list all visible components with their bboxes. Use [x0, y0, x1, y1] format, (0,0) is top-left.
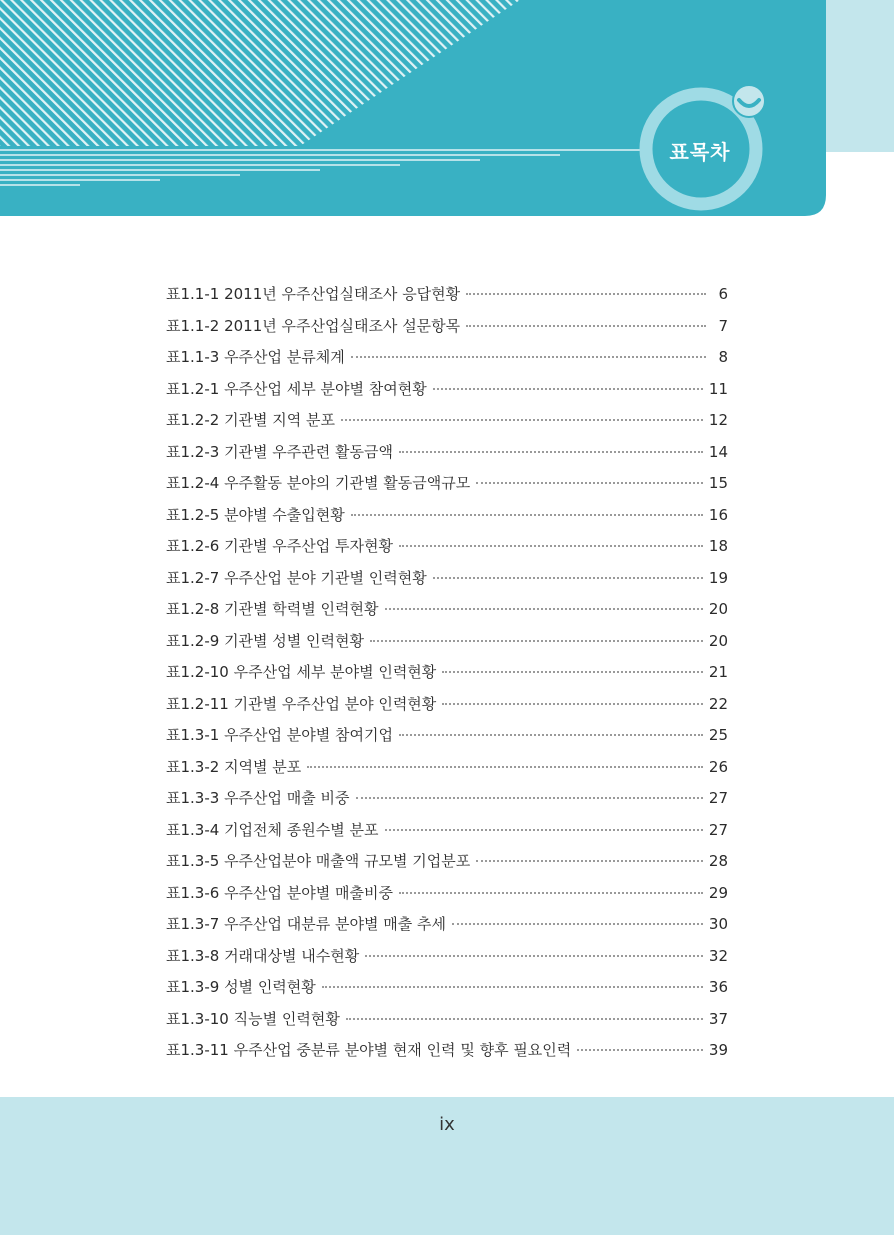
toc-entry-page: 22 [708, 694, 728, 713]
dot-leader [466, 292, 706, 295]
toc-entry[interactable] [166, 342, 728, 374]
toc-entry-label: 표1.2-7 우주산업 분야 기관별 인력현황 [166, 568, 427, 587]
toc-entry-label: 표1.1-3 우주산업 분류체계 [166, 348, 345, 366]
dot-leader [356, 796, 703, 799]
toc-entry-page: 36 [708, 978, 728, 996]
toc-entry-page: 18 [708, 537, 728, 555]
toc-entry[interactable] [166, 500, 728, 532]
dot-leader [351, 355, 706, 358]
toc-entry[interactable] [166, 594, 728, 626]
toc-entry-page: 16 [708, 505, 728, 524]
toc-entry-label: 표1.3-8 거래대상별 내수현황 [166, 946, 360, 965]
toc-entry[interactable] [166, 626, 728, 658]
toc-entry-label: 표1.3-6 우주산업 분야별 매출비중 [166, 883, 393, 902]
toc-entry[interactable] [166, 279, 728, 311]
toc-entry[interactable] [166, 657, 728, 689]
toc-entry-label: 표1.1-2 2011년 우주산업실태조사 설문항목 [166, 316, 461, 335]
dot-leader [307, 765, 703, 768]
toc-entry-page: 14 [708, 442, 728, 461]
toc-entry[interactable] [166, 563, 728, 595]
header-banner [0, 0, 894, 216]
toc-entry[interactable] [166, 941, 728, 973]
dot-leader [399, 733, 703, 736]
toc-entry-page: 30 [708, 915, 728, 933]
toc-entry-page: 28 [708, 852, 728, 870]
toc-entry-label: 표1.3-7 우주산업 대분류 분야별 매출 추세 [166, 915, 447, 933]
dot-leader [341, 418, 703, 421]
dot-leader [346, 1017, 703, 1020]
toc-entry[interactable] [166, 689, 728, 721]
dot-leader [442, 702, 703, 705]
toc-entry-page: 26 [708, 757, 728, 776]
toc-entry-page: 20 [708, 631, 728, 650]
toc-entry-page: 15 [708, 474, 728, 492]
toc-entry-label: 표1.2-8 기관별 학력별 인력현황 [166, 600, 379, 618]
dot-leader [370, 639, 703, 642]
dot-leader [385, 828, 703, 831]
dot-leader [476, 481, 703, 484]
toc-entry[interactable] [166, 752, 728, 784]
toc-entry-page: 21 [708, 663, 728, 681]
toc-entry-label: 표1.2-11 기관별 우주산업 분야 인력현황 [166, 694, 437, 713]
toc-entry-label: 표1.3-11 우주산업 중분류 분야별 현재 인력 및 향후 필요인력 [166, 1041, 572, 1059]
toc-entry[interactable] [166, 405, 728, 437]
dot-leader [433, 387, 703, 390]
table-of-contents [166, 279, 728, 1067]
toc-entry-label: 표1.2-5 분야별 수출입현황 [166, 505, 345, 524]
toc-entry[interactable] [166, 1035, 728, 1067]
toc-entry-page: 39 [708, 1041, 728, 1059]
toc-entry-page: 27 [708, 789, 728, 807]
toc-entry-label: 표1.3-3 우주산업 매출 비중 [166, 789, 350, 807]
toc-entry-page: 37 [708, 1009, 728, 1028]
dot-leader [322, 985, 703, 988]
toc-entry[interactable] [166, 909, 728, 941]
toc-entry[interactable] [166, 815, 728, 847]
toc-entry-label: 표1.3-2 지역별 분포 [166, 757, 302, 776]
toc-entry[interactable] [166, 720, 728, 752]
toc-entry-label: 표1.2-6 기관별 우주산업 투자현황 [166, 537, 393, 555]
toc-entry[interactable] [166, 437, 728, 469]
toc-entry-label: 표1.2-9 기관별 성별 인력현황 [166, 631, 365, 650]
toc-entry-page: 25 [708, 726, 728, 744]
dot-leader [577, 1048, 703, 1051]
toc-entry-page: 7 [718, 316, 728, 335]
toc-entry-label: 표1.3-10 직능별 인력현황 [166, 1009, 340, 1028]
toc-entry[interactable] [166, 374, 728, 406]
toc-entry-label: 표1.1-1 2011년 우주산업실태조사 응답현황 [166, 285, 461, 303]
toc-entry[interactable] [166, 972, 728, 1004]
page-number: ix [439, 1114, 455, 1135]
dot-leader [442, 670, 703, 673]
toc-entry[interactable] [166, 846, 728, 878]
toc-entry-page: 20 [708, 600, 728, 618]
toc-entry-page: 6 [718, 285, 728, 303]
dot-leader [433, 576, 703, 579]
toc-entry-label: 표1.2-2 기관별 지역 분포 [166, 411, 336, 429]
toc-entry-page: 32 [708, 946, 728, 965]
toc-entry-label: 표1.3-5 우주산업분야 매출액 규모별 기업분포 [166, 852, 471, 870]
toc-entry-page: 29 [708, 883, 728, 902]
toc-entry-label: 표1.3-4 기업전체 종원수별 분포 [166, 820, 379, 839]
toc-entry-label: 표1.2-3 기관별 우주관련 활동금액 [166, 442, 393, 461]
toc-heading: 표목차 [669, 140, 731, 164]
dot-leader [399, 891, 703, 894]
toc-entry-page: 11 [708, 379, 728, 398]
dot-leader [466, 324, 706, 327]
toc-entry[interactable] [166, 531, 728, 563]
dot-leader [399, 450, 703, 453]
dot-leader [365, 954, 703, 957]
toc-entry-label: 표1.2-1 우주산업 세부 분야별 참여현황 [166, 379, 427, 398]
dot-leader [452, 922, 703, 925]
toc-entry[interactable] [166, 1004, 728, 1036]
toc-entry-label: 표1.3-9 성별 인력현황 [166, 978, 316, 996]
toc-entry-page: 8 [718, 348, 728, 366]
toc-entry-label: 표1.2-4 우주활동 분야의 기관별 활동금액규모 [166, 474, 471, 492]
toc-entry[interactable] [166, 311, 728, 343]
dot-leader [399, 544, 703, 547]
toc-entry-page: 27 [708, 820, 728, 839]
toc-entry-page: 19 [708, 568, 728, 587]
toc-entry-label: 표1.2-10 우주산업 세부 분야별 인력현황 [166, 663, 437, 681]
dot-leader [385, 607, 703, 610]
dot-leader [351, 513, 703, 516]
toc-entry-page: 12 [708, 411, 728, 429]
dot-leader [476, 859, 703, 862]
toc-entry-label: 표1.3-1 우주산업 분야별 참여기업 [166, 726, 393, 744]
toc-entry[interactable] [166, 468, 728, 500]
toc-entry[interactable] [166, 783, 728, 815]
toc-entry[interactable] [166, 878, 728, 910]
